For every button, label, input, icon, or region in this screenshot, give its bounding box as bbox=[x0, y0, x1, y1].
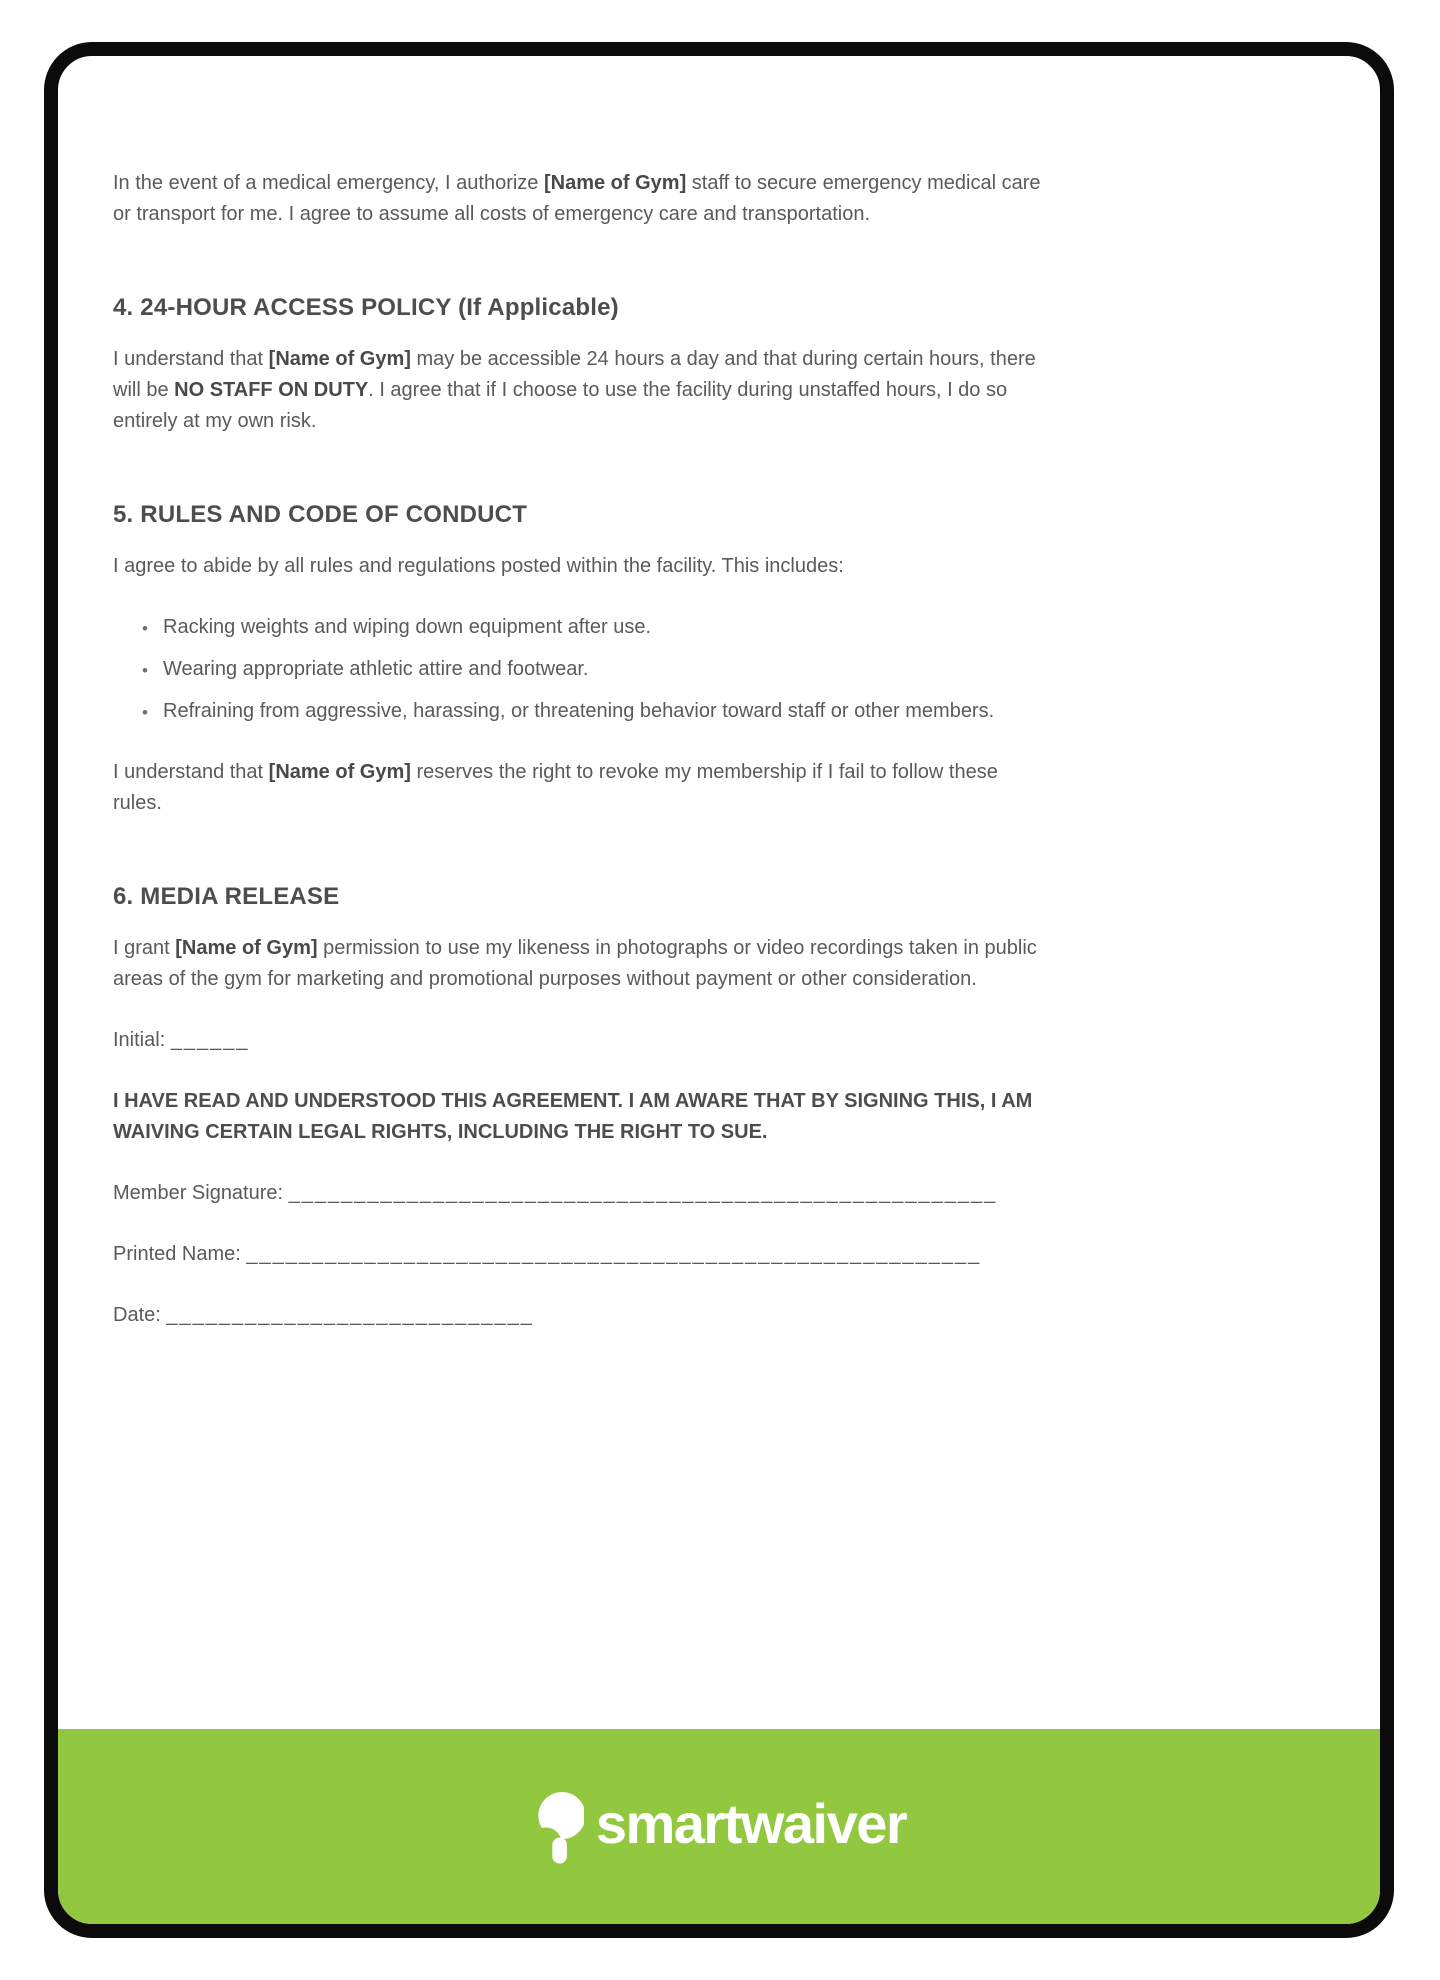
printed-name-label: Printed Name: bbox=[113, 1243, 241, 1265]
initial-field-line: ______ bbox=[170, 1029, 250, 1051]
date-line: ____________________________ bbox=[166, 1304, 534, 1326]
section-6-paragraph: I grant [Name of Gym] permission to use my likeness in photographs or video recordings taken in public areas of the gym for marketing and promotional purposes without payment or other consideration. bbox=[113, 937, 1037, 990]
waiver-page-frame bbox=[44, 42, 1394, 1938]
acknowledgement-text: I HAVE READ AND UNDERSTOOD THIS AGREEMENT. I AM AWARE THAT BY SIGNING THIS, I AM WAIVING CERTAIN LEGAL RIGHTS, INCLUDING THE RIGHT TO SUE. bbox=[113, 1090, 1033, 1143]
date-label: Date: bbox=[113, 1304, 161, 1326]
member-signature-label: Member Signature: bbox=[113, 1182, 284, 1204]
rule-item: • Refraining from aggressive, harassing, or threatening behavior toward staff or other members. bbox=[163, 696, 1043, 727]
waiver-document-content bbox=[58, 56, 1380, 1729]
member-signature-line: ______________________________________________________ bbox=[288, 1182, 998, 1204]
section-4-paragraph: I understand that [Name of Gym] may be accessible 24 hours a day and that during certain hours, there will be NO STAFF ON DUTY. I agree that if I choose to use the facility during unstaffed hours, I do so entirely at my own risk. bbox=[113, 348, 1036, 432]
intro-paragraph: In the event of a medical emergency, I authorize [Name of Gym] staff to secure emergency medical care or transport for me. I agree to assume all costs of emergency care and transportation. bbox=[113, 172, 1041, 225]
printed-name-row bbox=[113, 1239, 1043, 1270]
initial-field-row bbox=[113, 1025, 1043, 1056]
initial-field-label: Initial: bbox=[113, 1029, 166, 1051]
section-4-heading: 4. 24-HOUR ACCESS POLICY (If Applicable) bbox=[113, 294, 619, 321]
rules-bullet-list bbox=[113, 612, 1043, 727]
smartwaiver-logo-icon bbox=[532, 1790, 584, 1864]
rule-item: • Racking weights and wiping down equipment after use. bbox=[163, 612, 1043, 643]
footer-bar bbox=[58, 1729, 1380, 1924]
section-6-heading: 6. MEDIA RELEASE bbox=[113, 883, 340, 910]
member-signature-row bbox=[113, 1178, 1043, 1209]
rule-item: • Wearing appropriate athletic attire and footwear. bbox=[163, 654, 1043, 685]
date-row bbox=[113, 1300, 1043, 1331]
section-5-intro-paragraph: I agree to abide by all rules and regulations posted within the facility. This includes: bbox=[113, 555, 844, 577]
section-5-outro-paragraph: I understand that [Name of Gym] reserves the right to revoke my membership if I fail to follow these rules. bbox=[113, 761, 998, 814]
section-5-heading: 5. RULES AND CODE OF CONDUCT bbox=[113, 501, 528, 528]
printed-name-line: ________________________________________________________ bbox=[246, 1243, 982, 1265]
smartwaiver-wordmark: smartwaiver bbox=[595, 1791, 907, 1855]
